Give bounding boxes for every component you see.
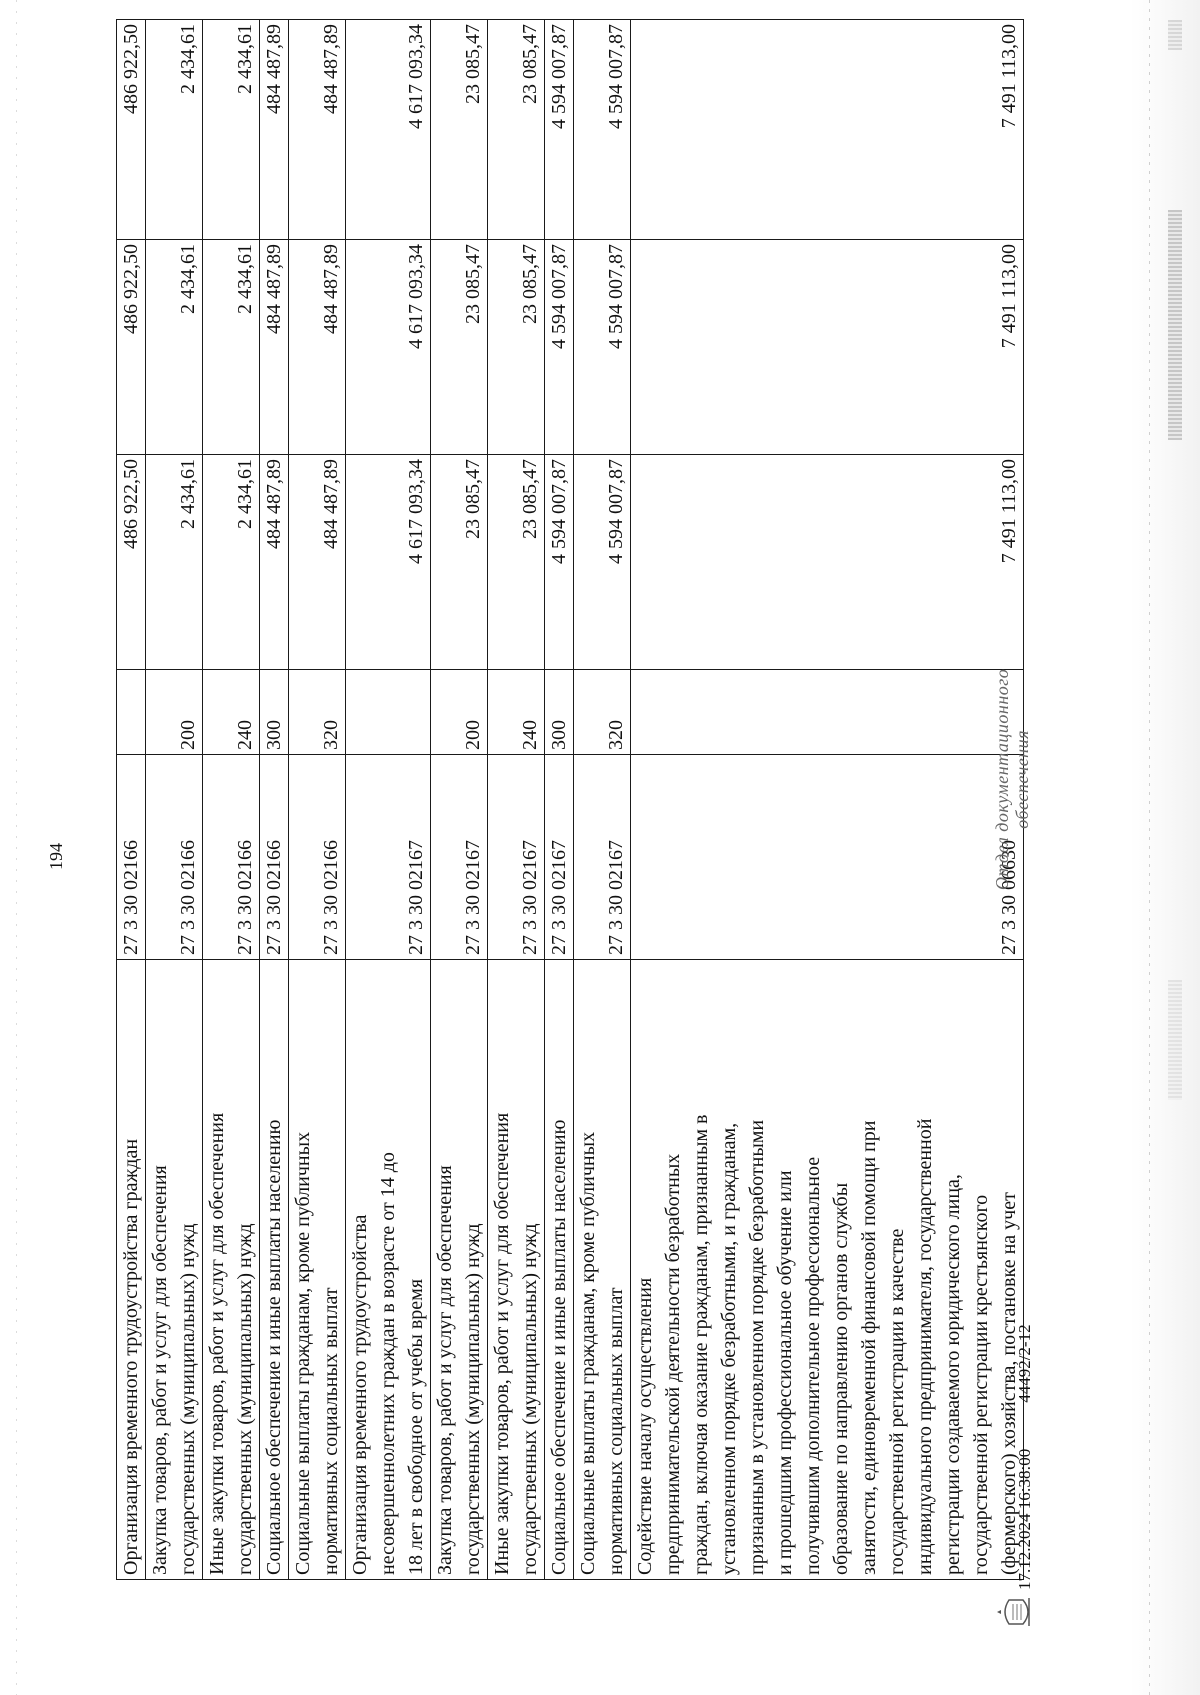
row-name-cell: Социальные выплаты гражданам, кроме публичных нормативных социальных выплат [574,960,631,1580]
row-amount-2-cell: 23 085,47 [431,240,488,455]
scan-edge-artifact [1130,0,1200,1695]
row-expense-type-cell: 200 [146,670,203,755]
footer-datetime: 17.12.2024 16:38:00 [1015,1448,1034,1590]
row-amount-3-cell: 486 922,50 [117,20,146,240]
row-amount-3-cell: 23 085,47 [431,20,488,240]
scan-noise-strip [1168,20,1182,50]
row-name-cell: Закупка товаров, работ и услуг для обеспечения государственных (муниципальных) нужд [146,960,203,1580]
row-amount-2-cell: 484 487,89 [260,240,289,455]
row-target-code-cell: 27 3 30 02167 [431,755,488,960]
row-amount-3-cell: 2 434,61 [146,20,203,240]
row-amount-1-cell: 23 085,47 [488,455,545,670]
row-amount-2-cell: 2 434,61 [203,240,260,455]
budget-table-body [117,20,1024,1580]
row-amount-1-cell: 486 922,50 [117,455,146,670]
scan-noise-strip [1168,210,1182,440]
row-amount-1-cell: 4 594 007,87 [574,455,631,670]
row-target-code-cell: 27 3 30 02166 [117,755,146,960]
row-name-cell: Содействие началу осуществления предпринимательской деятельности безработных граждан, включая оказание гражданам, признанным в установленном порядке безработными, и гражданам, признанным в установленном порядке безработными и прошедшим профессиональное обучение или получившим дополнительное профессиональное образование по направлению органов службы занятости, единовременной финансовой помощи при государственной регистрации в качестве индивидуального предпринимателя, государственной регистрации создаваемого юридического лица, государственной регистрации крестьянского (фермерского) хозяйства, постановке на учет [631,960,1024,1580]
row-amount-1-cell: 7 491 113,00 [631,455,1024,670]
scan-line-artifact [1149,0,1150,1695]
row-target-code-cell: 27 3 30 02166 [289,755,346,960]
rotated-document-page [40,24,1070,1650]
row-name-cell: Иные закупки товаров, работ и услуг для обеспечения государственных (муниципальных) нужд [488,960,545,1580]
row-amount-2-cell: 4 594 007,87 [574,240,631,455]
row-target-code-cell: 27 3 30 02166 [260,755,289,960]
row-expense-type-cell: 300 [545,670,574,755]
scan-noise-strip [1168,980,1182,1100]
stamp-line-1: Отдел документационного [992,668,1012,890]
row-target-code-cell: 27 3 30 02167 [488,755,545,960]
row-name-cell: Иные закупки товаров, работ и услуг для обеспечения государственных (муниципальных) нужд [203,960,260,1580]
row-amount-1-cell: 4 594 007,87 [545,455,574,670]
scan-line-artifact [16,0,17,1695]
row-expense-type-cell [346,670,431,755]
row-name-cell: Закупка товаров, работ и услуг для обеспечения государственных (муниципальных) нужд [431,960,488,1580]
row-name-cell: Социальное обеспечение и иные выплаты населению [545,960,574,1580]
row-name-cell: Социальные выплаты гражданам, кроме публичных нормативных социальных выплат [289,960,346,1580]
row-name-cell: Организация временного трудоустройства несовершеннолетних граждан в возрасте от 14 до 18 лет в свободное от учебы время [346,960,431,1580]
row-amount-2-cell: 484 487,89 [289,240,346,455]
stamp-line-2: обеспечения [1012,730,1032,829]
table-row [146,20,203,1580]
row-amount-2-cell: 2 434,61 [146,240,203,455]
row-target-code-cell: 27 3 30 02167 [545,755,574,960]
row-name-cell: Социальное обеспечение и иные выплаты населению [260,960,289,1580]
footer-meta [1015,1324,1035,1590]
row-amount-3-cell: 4 617 093,34 [346,20,431,240]
row-amount-3-cell: 484 487,89 [289,20,346,240]
row-amount-3-cell: 4 594 007,87 [574,20,631,240]
table-row [346,20,431,1580]
row-expense-type-cell: 320 [289,670,346,755]
row-amount-2-cell: 4 617 093,34 [346,240,431,455]
row-amount-1-cell: 23 085,47 [431,455,488,670]
row-target-code-cell: 27 3 30 02167 [574,755,631,960]
row-amount-2-cell: 7 491 113,00 [631,240,1024,455]
row-amount-3-cell: 484 487,89 [260,20,289,240]
budget-table [116,19,1024,1580]
table-row [488,20,545,1580]
table-row [431,20,488,1580]
footer-document-code: 44492/2-12 [1015,1324,1034,1403]
table-row [545,20,574,1580]
row-amount-2-cell: 4 594 007,87 [545,240,574,455]
department-stamp [992,669,1032,890]
row-amount-3-cell: 7 491 113,00 [631,20,1024,240]
row-target-code-cell: 27 3 30 06630 [631,755,1024,960]
table-row [574,20,631,1580]
row-amount-1-cell: 484 487,89 [289,455,346,670]
row-expense-type-cell: 240 [203,670,260,755]
row-target-code-cell: 27 3 30 02166 [203,755,260,960]
page-number: 194 [46,843,66,870]
table-row [117,20,146,1580]
row-name-cell: Организация временного трудоустройства граждан [117,960,146,1580]
table-row [203,20,260,1580]
row-amount-1-cell: 484 487,89 [260,455,289,670]
coat-of-arms-icon [995,1594,1035,1630]
row-expense-type-cell: 320 [574,670,631,755]
row-expense-type-cell: 300 [260,670,289,755]
table-row [289,20,346,1580]
row-amount-1-cell: 4 617 093,34 [346,455,431,670]
row-amount-2-cell: 23 085,47 [488,240,545,455]
row-amount-1-cell: 2 434,61 [203,455,260,670]
row-target-code-cell: 27 3 30 02167 [346,755,431,960]
row-expense-type-cell: 240 [488,670,545,755]
row-expense-type-cell [117,670,146,755]
row-amount-1-cell: 2 434,61 [146,455,203,670]
row-amount-2-cell: 486 922,50 [117,240,146,455]
row-expense-type-cell [631,670,1024,755]
row-expense-type-cell: 200 [431,670,488,755]
table-row [631,20,1024,1580]
row-target-code-cell: 27 3 30 02166 [146,755,203,960]
row-amount-3-cell: 2 434,61 [203,20,260,240]
row-amount-3-cell: 4 594 007,87 [545,20,574,240]
table-row [260,20,289,1580]
row-amount-3-cell: 23 085,47 [488,20,545,240]
